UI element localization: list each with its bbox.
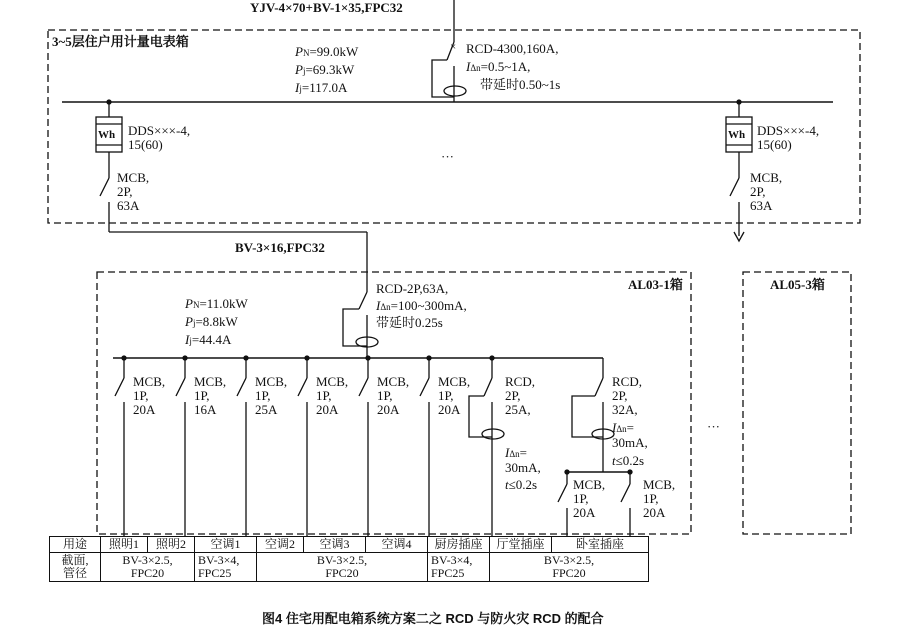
circuit-table — [49, 536, 649, 582]
feeder-cable-label: BV-3×16,FPC32 — [235, 240, 325, 255]
left-meter-label: DDS×××-4, 15(60) — [128, 123, 191, 152]
socket-rcd-label: RCD, 2P, 32A, — [612, 374, 642, 417]
svg-text:×: × — [450, 41, 457, 53]
kitchen-rcd-label: RCD, 2P, 25A, — [505, 374, 535, 417]
lower-pn-value: PN=11.0kW — [185, 296, 248, 311]
left-mcb-label: MCB, 2P, 63A — [117, 170, 150, 213]
mcb-label-4: MCB, 1P, 20A — [316, 374, 349, 417]
usage-cell: 厅堂插座 — [490, 537, 552, 553]
upper-ij-value: Ij=117.0A — [295, 80, 348, 95]
table-row-usage — [50, 537, 649, 553]
mcb-label-6: MCB, 1P, 20A — [438, 374, 471, 417]
usage-cell: 空调2 — [257, 537, 304, 553]
upper-box-title: 3~5层住户用计量电表箱 — [52, 34, 189, 49]
upper-rcd-idn: IΔn=0.5~1A, — [466, 59, 531, 74]
mcb-label-2: MCB, 1P, 16A — [194, 374, 227, 417]
mcb-label-1: MCB, 1P, 20A — [133, 374, 166, 417]
kitchen-rcd-time: t≤0.2s — [505, 477, 538, 492]
size-cell: BV-3×4, FPC25 — [428, 553, 490, 582]
right-meter-label: DDS×××-4, 15(60) — [757, 123, 820, 152]
right-mcb-label: MCB, 2P, 63A — [750, 170, 783, 213]
upper-pj-value: Pj=69.3kW — [295, 62, 355, 77]
kitchen-rcd-branch — [469, 356, 504, 536]
usage-cell: 空调1 — [195, 537, 257, 553]
upper-ellipsis: ··· — [441, 149, 454, 164]
size-cell: BV-3×2.5, FPC20 — [490, 553, 649, 582]
lower-rcd-delay: 带延时0.25s — [376, 315, 443, 330]
size-cell: BV-3×4, FPC25 — [195, 553, 257, 582]
upper-rcd-delay: 带延时0.50~1s — [480, 77, 561, 92]
sub-mcb-label-1: MCB, 1P, 20A — [573, 477, 606, 520]
lower-rcd — [343, 276, 378, 358]
size-header: 截面, 管径 — [50, 553, 101, 582]
usage-cell: 照明1 — [101, 537, 148, 553]
lower-box-title: AL03-1箱 — [628, 277, 683, 292]
size-cell: BV-3×2.5, FPC20 — [101, 553, 195, 582]
socket-rcd-time: t≤0.2s — [612, 453, 645, 468]
usage-header: 用途 — [50, 537, 101, 553]
lower-rcd-label: RCD-2P,63A, — [376, 281, 449, 296]
incoming-cable-label: YJV-4×70+BV-1×35,FPC32 — [250, 0, 403, 15]
socket-rcd-idn: IΔn= 30mA, — [612, 420, 648, 450]
sub-mcb-label-2: MCB, 1P, 20A — [643, 477, 676, 520]
meter-icon-left: Wh — [98, 129, 116, 141]
lower-rcd-idn: IΔn=100~300mA, — [376, 298, 467, 313]
right-meter-branch — [726, 100, 752, 241]
mcb-label-3: MCB, 1P, 25A — [255, 374, 288, 417]
upper-pn-value: PN=99.0kW — [295, 44, 359, 59]
kitchen-rcd-idn: IΔn= 30mA, — [505, 445, 541, 475]
upper-rcd-label: RCD-4300,160A, — [466, 41, 559, 56]
usage-cell: 厨房插座 — [428, 537, 490, 553]
lower-ij-value: Ij=44.4A — [185, 332, 232, 347]
mcb-label-5: MCB, 1P, 20A — [377, 374, 410, 417]
meter-icon-right: Wh — [728, 129, 746, 141]
lower-pj-value: Pj=8.8kW — [185, 314, 238, 329]
usage-cell: 空调4 — [366, 537, 428, 553]
table-row-sizes — [50, 553, 649, 582]
side-box-title: AL05-3箱 — [770, 277, 825, 292]
usage-cell: 照明2 — [148, 537, 195, 553]
incoming-feeder — [432, 0, 466, 102]
usage-cell: 空调3 — [304, 537, 366, 553]
lower-ellipsis: ··· — [707, 419, 720, 434]
figure-caption: 图4 住宅用配电箱系统方案二之 RCD 与防火灾 RCD 的配合 — [262, 611, 604, 626]
usage-cell: 卧室插座 — [552, 537, 649, 553]
size-cell: BV-3×2.5, FPC20 — [257, 553, 428, 582]
side-box-frame — [743, 272, 851, 534]
